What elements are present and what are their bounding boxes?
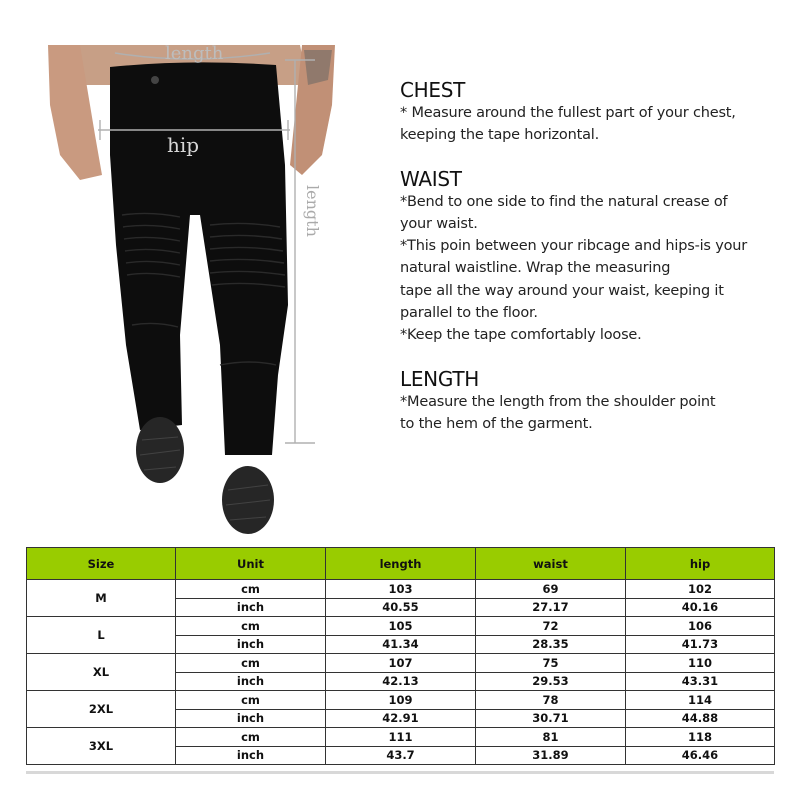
hip-cell: 41.73 (626, 635, 775, 654)
hip-cell: 102 (626, 580, 775, 599)
unit-cell: cm (176, 691, 326, 710)
unit-cell: inch (176, 709, 326, 728)
size-cell: 3XL (27, 728, 176, 765)
waist-cell: 30.71 (476, 709, 626, 728)
guide-line: parallel to the floor. (400, 305, 538, 322)
guide-line: *Keep the tape comfortably loose. (400, 327, 642, 344)
table-bottom-shadow (26, 771, 774, 774)
length-cell: 40.55 (326, 598, 476, 617)
waist-cell: 78 (476, 691, 626, 710)
hip-cell: 46.46 (626, 746, 775, 765)
table-row (27, 728, 775, 747)
unit-cell: cm (176, 617, 326, 636)
waist-cell: 75 (476, 654, 626, 673)
unit-cell: inch (176, 746, 326, 765)
waist-cell: 27.17 (476, 598, 626, 617)
length-cell: 42.13 (326, 672, 476, 691)
table-header-row (27, 548, 775, 580)
header-unit: Unit (176, 548, 326, 580)
length-cell: 111 (326, 728, 476, 747)
waist-cell: 29.53 (476, 672, 626, 691)
guide-line: your waist. (400, 215, 478, 232)
table-row (27, 691, 775, 710)
waist-cell: 28.35 (476, 635, 626, 654)
table-row (27, 617, 775, 636)
length-cell: 41.34 (326, 635, 476, 654)
length-cell: 103 (326, 580, 476, 599)
hip-cell: 44.88 (626, 709, 775, 728)
guide-line: tape all the way around your waist, keeping it (400, 282, 724, 299)
hip-cell: 110 (626, 654, 775, 673)
waist-cell: 69 (476, 580, 626, 599)
length-cell: 107 (326, 654, 476, 673)
waist-cell: 72 (476, 617, 626, 636)
size-cell: 2XL (27, 691, 176, 728)
guide-line: * Measure around the fullest part of your chest, (400, 105, 736, 121)
guide-section-chest (400, 78, 790, 147)
guide-line: *Bend to one side to find the natural crease of (400, 193, 728, 210)
size-cell: L (27, 617, 176, 654)
guide-line: *This poin between your ribcage and hips-is your (400, 238, 747, 255)
table-row (27, 654, 775, 673)
length-cell: 109 (326, 691, 476, 710)
waist-cell: 81 (476, 728, 626, 747)
unit-cell: inch (176, 635, 326, 654)
waist-cell: 31.89 (476, 746, 626, 765)
length-cell: 42.91 (326, 709, 476, 728)
size-cell: XL (27, 654, 176, 691)
section-title: LENGTH (400, 366, 479, 391)
length-cell: 43.7 (326, 746, 476, 765)
measuring-guide (400, 78, 790, 455)
unit-cell: inch (176, 672, 326, 691)
guide-line: *Measure the length from the shoulder point (400, 393, 716, 410)
guide-section-length (400, 367, 790, 436)
waistband-length-label: length (165, 43, 224, 64)
header-size: Size (27, 548, 176, 580)
unit-cell: cm (176, 728, 326, 747)
length-cell: 105 (326, 617, 476, 636)
hip-cell: 43.31 (626, 672, 775, 691)
header-waist: waist (476, 548, 626, 580)
unit-cell: inch (176, 598, 326, 617)
size-cell: M (27, 580, 176, 617)
hip-label: hip (167, 133, 200, 157)
guide-line: to the hem of the garment. (400, 415, 593, 432)
guide-line: natural waistline. Wrap the measuring (400, 260, 671, 277)
hip-cell: 114 (626, 691, 775, 710)
size-chart-table (26, 547, 775, 765)
hip-cell: 118 (626, 728, 775, 747)
unit-cell: cm (176, 580, 326, 599)
unit-cell: cm (176, 654, 326, 673)
hip-cell: 106 (626, 617, 775, 636)
header-length: length (326, 548, 476, 580)
product-photo (40, 45, 340, 535)
table-row (27, 580, 775, 599)
side-length-label: length (303, 185, 322, 237)
pants-illustration (40, 45, 340, 535)
section-title: WAIST (400, 166, 462, 191)
guide-line: keeping the tape horizontal. (400, 127, 600, 144)
section-title: CHEST (400, 78, 466, 102)
header-hip: hip (626, 548, 775, 580)
hip-cell: 40.16 (626, 598, 775, 617)
guide-section-waist (400, 167, 790, 347)
